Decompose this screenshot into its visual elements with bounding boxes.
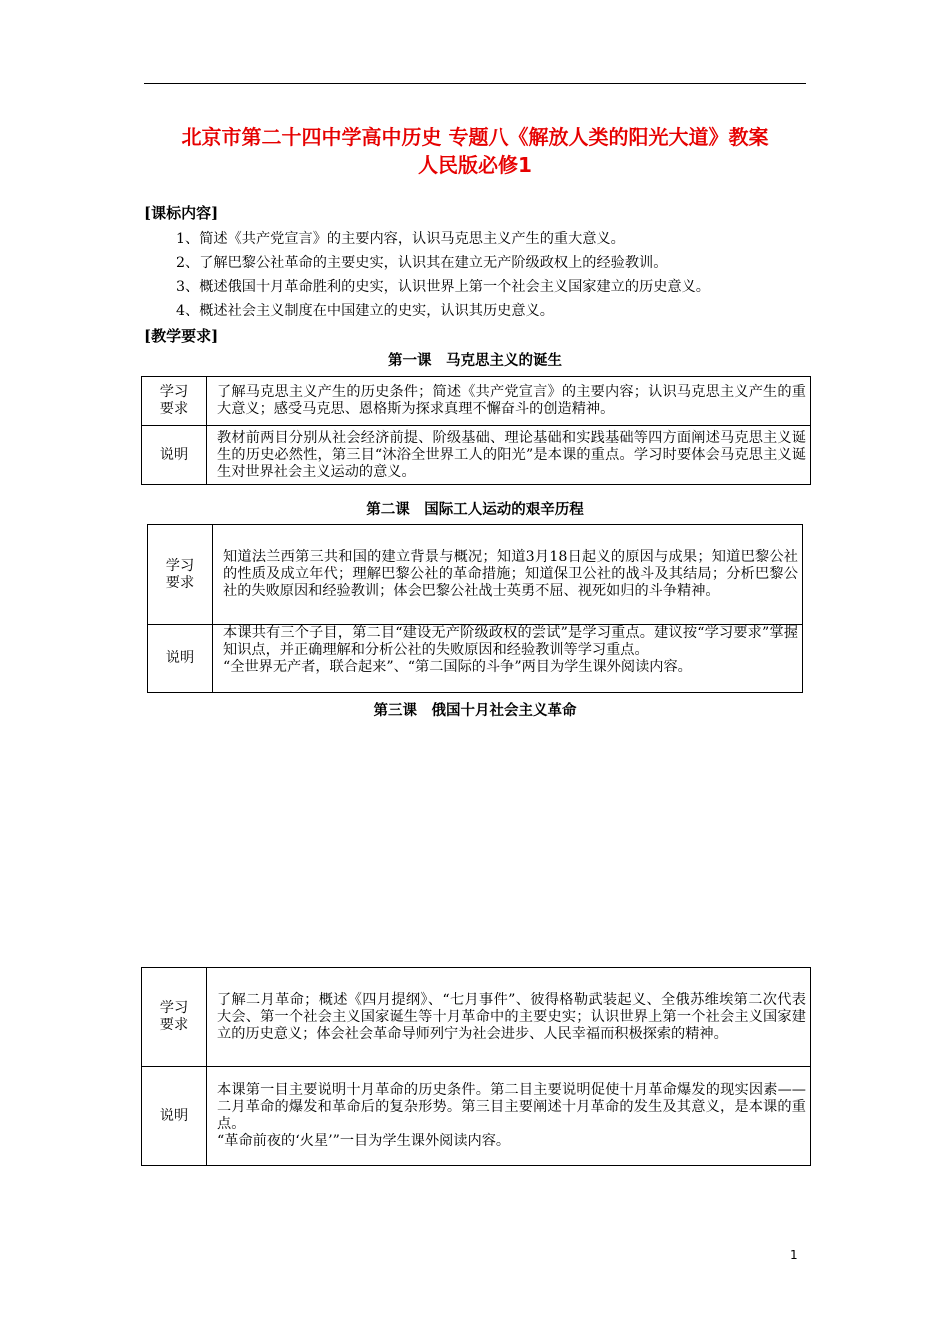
req-label-line: 要求 xyxy=(159,401,189,417)
lesson-title: 第三课 俄国十月社会主义革命 xyxy=(373,703,577,719)
note-text: 本课共有三个子目，第二目“建设无产阶级政权的尝试”是学习重点。建议按“学习要求”掌握知识点，并正确理解和分析公社的失败原因和经验教训等学习重点。 xyxy=(223,625,798,658)
req-text: 知道法兰西第三共和国的建立背景与概况；知道3月18日起义的原因与成果；知道巴黎公社的性质及成立年代；理解巴黎公社的革命措施；知道保卫公社的战斗及其结局；分析巴黎公社的失败原因和经验教训；体会巴黎公社战士英勇不屈、视死如归的斗争精神。 xyxy=(213,525,803,625)
note-cell xyxy=(207,1067,811,1166)
note-label: 说明 xyxy=(148,625,213,693)
req-label-line: 要求 xyxy=(159,1017,189,1033)
note-text: 本课第一目主要说明十月革命的历史条件。第二目主要说明促使十月革命爆发的现实因素——二月革命的爆发和革命后的复杂形势。第三目主要阐述十月革命的发生及其意义，是本课的重点。 xyxy=(217,1082,806,1132)
lesson-table xyxy=(141,376,811,485)
req-label-cell xyxy=(142,377,207,426)
lesson-table xyxy=(141,967,811,1166)
lesson-title: 第一课 马克思主义的诞生 xyxy=(388,353,562,369)
curriculum-item: 3、概述俄国十月革命胜利的史实，认识世界上第一个社会主义国家建立的历史意义。 xyxy=(176,279,710,295)
req-label-cell xyxy=(142,968,207,1067)
note-text: 教材前两目分别从社会经济前提、阶级基础、理论基础和实践基础等四方面阐述马克思主义诞生的历史必然性，第三目“沐浴全世界工人的阳光”是本课的重点。学习时要体会马克思主义诞生对世界社会主义运动的意义。 xyxy=(207,426,811,485)
curriculum-heading: [课标内容] xyxy=(144,204,219,222)
curriculum-item: 4、概述社会主义制度在中国建立的史实，认识其历史意义。 xyxy=(176,303,554,319)
req-text: 了解马克思主义产生的历史条件；简述《共产党宣言》的主要内容；认识马克思主义产生的重大意义；感受马克思、恩格斯为探求真理不懈奋斗的创造精神。 xyxy=(207,377,811,426)
page-number: 1 xyxy=(790,1248,798,1262)
req-label-line: 要求 xyxy=(165,574,195,591)
note-text-2: “全世界无产者，联合起来”、“第二国际的斗争”两目为学生课外阅读内容。 xyxy=(223,659,692,675)
lesson-title: 第二课 国际工人运动的艰辛历程 xyxy=(366,502,584,518)
note-label: 说明 xyxy=(142,1067,207,1166)
req-label-line: 学习 xyxy=(159,1000,189,1016)
document-subtitle: 人民版必修1 xyxy=(418,153,532,177)
header-rule xyxy=(144,83,806,84)
req-label-cell xyxy=(148,525,213,625)
note-text-2: “革命前夜的‘火星’”一目为学生课外阅读内容。 xyxy=(217,1133,511,1149)
curriculum-item: 2、了解巴黎公社革命的主要史实，认识其在建立无产阶级政权上的经验教训。 xyxy=(176,255,668,271)
lesson-table xyxy=(147,524,803,693)
note-cell xyxy=(213,625,803,693)
note-label: 说明 xyxy=(142,426,207,485)
teaching-heading: [教学要求] xyxy=(144,327,219,345)
curriculum-item: 1、简述《共产党宣言》的主要内容，认识马克思主义产生的重大意义。 xyxy=(176,231,625,247)
req-label-line: 学习 xyxy=(159,384,189,400)
req-text: 了解二月革命；概述《四月提纲》、“七月事件”、彼得格勒武装起义、全俄苏维埃第二次代表大会、第一个社会主义国家诞生等十月革命中的主要史实；认识世界上第一个社会主义国家建立的历史意义；体会社会革命导师列宁为社会进步、人民幸福而积极探索的精神。 xyxy=(207,968,811,1067)
req-label-line: 学习 xyxy=(165,557,195,574)
document-title: 北京市第二十四中学高中历史 专题八《解放人类的阳光大道》教案 xyxy=(181,125,769,149)
